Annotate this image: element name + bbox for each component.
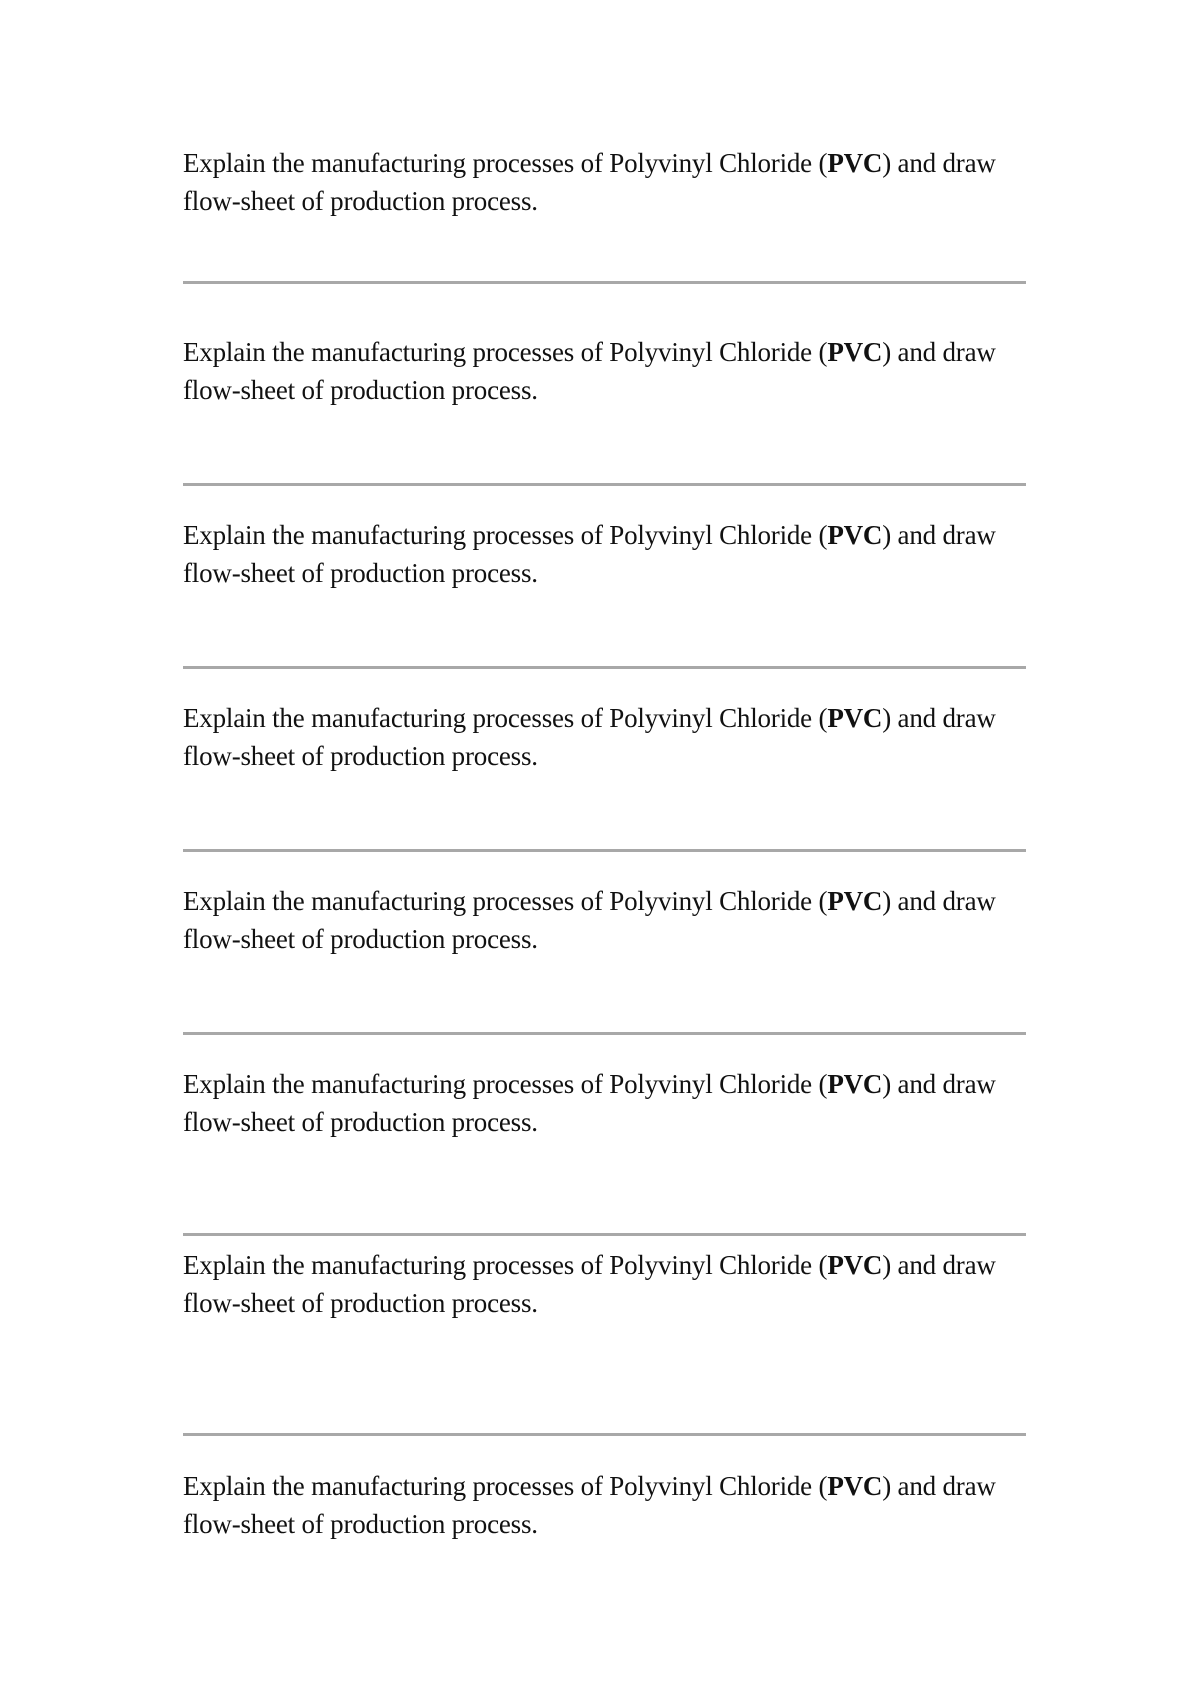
question-text-lead: Explain the manufacturing processes of Polyvinyl Chloride (: [183, 148, 828, 178]
question-text-lead: Explain the manufacturing processes of Polyvinyl Chloride (: [183, 520, 828, 550]
question-text: [183, 144, 1023, 220]
question-text-bold: PVC: [827, 337, 883, 367]
question-text-bold: PVC: [827, 1069, 883, 1099]
question-text-tail: ) and draw flow-sheet of production process.: [183, 148, 996, 216]
horizontal-rule: [183, 1032, 1026, 1035]
horizontal-rule: [183, 483, 1026, 486]
question-text: [183, 1065, 1023, 1141]
horizontal-rule: [183, 666, 1026, 669]
question-text-bold: PVC: [827, 148, 883, 178]
question-text: [183, 516, 1023, 592]
question-text-bold: PVC: [827, 520, 883, 550]
question-text-tail: ) and draw flow-sheet of production process.: [183, 520, 996, 588]
question-text: [183, 882, 1023, 958]
question-text-bold: PVC: [827, 1471, 883, 1501]
question-text-lead: Explain the manufacturing processes of Polyvinyl Chloride (: [183, 1069, 828, 1099]
question-text-lead: Explain the manufacturing processes of Polyvinyl Chloride (: [183, 886, 828, 916]
question-text-bold: PVC: [827, 1250, 883, 1280]
horizontal-rule: [183, 1233, 1026, 1236]
question-text-bold: PVC: [827, 886, 883, 916]
question-text-bold: PVC: [827, 703, 883, 733]
horizontal-rule: [183, 1433, 1026, 1436]
horizontal-rule: [183, 281, 1026, 284]
question-text: [183, 1246, 1023, 1322]
question-text-tail: ) and draw flow-sheet of production process.: [183, 1471, 996, 1539]
question-text: [183, 1467, 1023, 1543]
question-text: [183, 699, 1023, 775]
question-text-lead: Explain the manufacturing processes of Polyvinyl Chloride (: [183, 1471, 828, 1501]
question-text-tail: ) and draw flow-sheet of production process.: [183, 886, 996, 954]
question-text-lead: Explain the manufacturing processes of Polyvinyl Chloride (: [183, 337, 828, 367]
question-text-tail: ) and draw flow-sheet of production process.: [183, 703, 996, 771]
question-text-tail: ) and draw flow-sheet of production process.: [183, 337, 996, 405]
horizontal-rule: [183, 849, 1026, 852]
question-text-tail: ) and draw flow-sheet of production process.: [183, 1069, 996, 1137]
question-text-tail: ) and draw flow-sheet of production process.: [183, 1250, 996, 1318]
question-text-lead: Explain the manufacturing processes of Polyvinyl Chloride (: [183, 1250, 828, 1280]
question-text-lead: Explain the manufacturing processes of Polyvinyl Chloride (: [183, 703, 828, 733]
question-text: [183, 333, 1023, 409]
